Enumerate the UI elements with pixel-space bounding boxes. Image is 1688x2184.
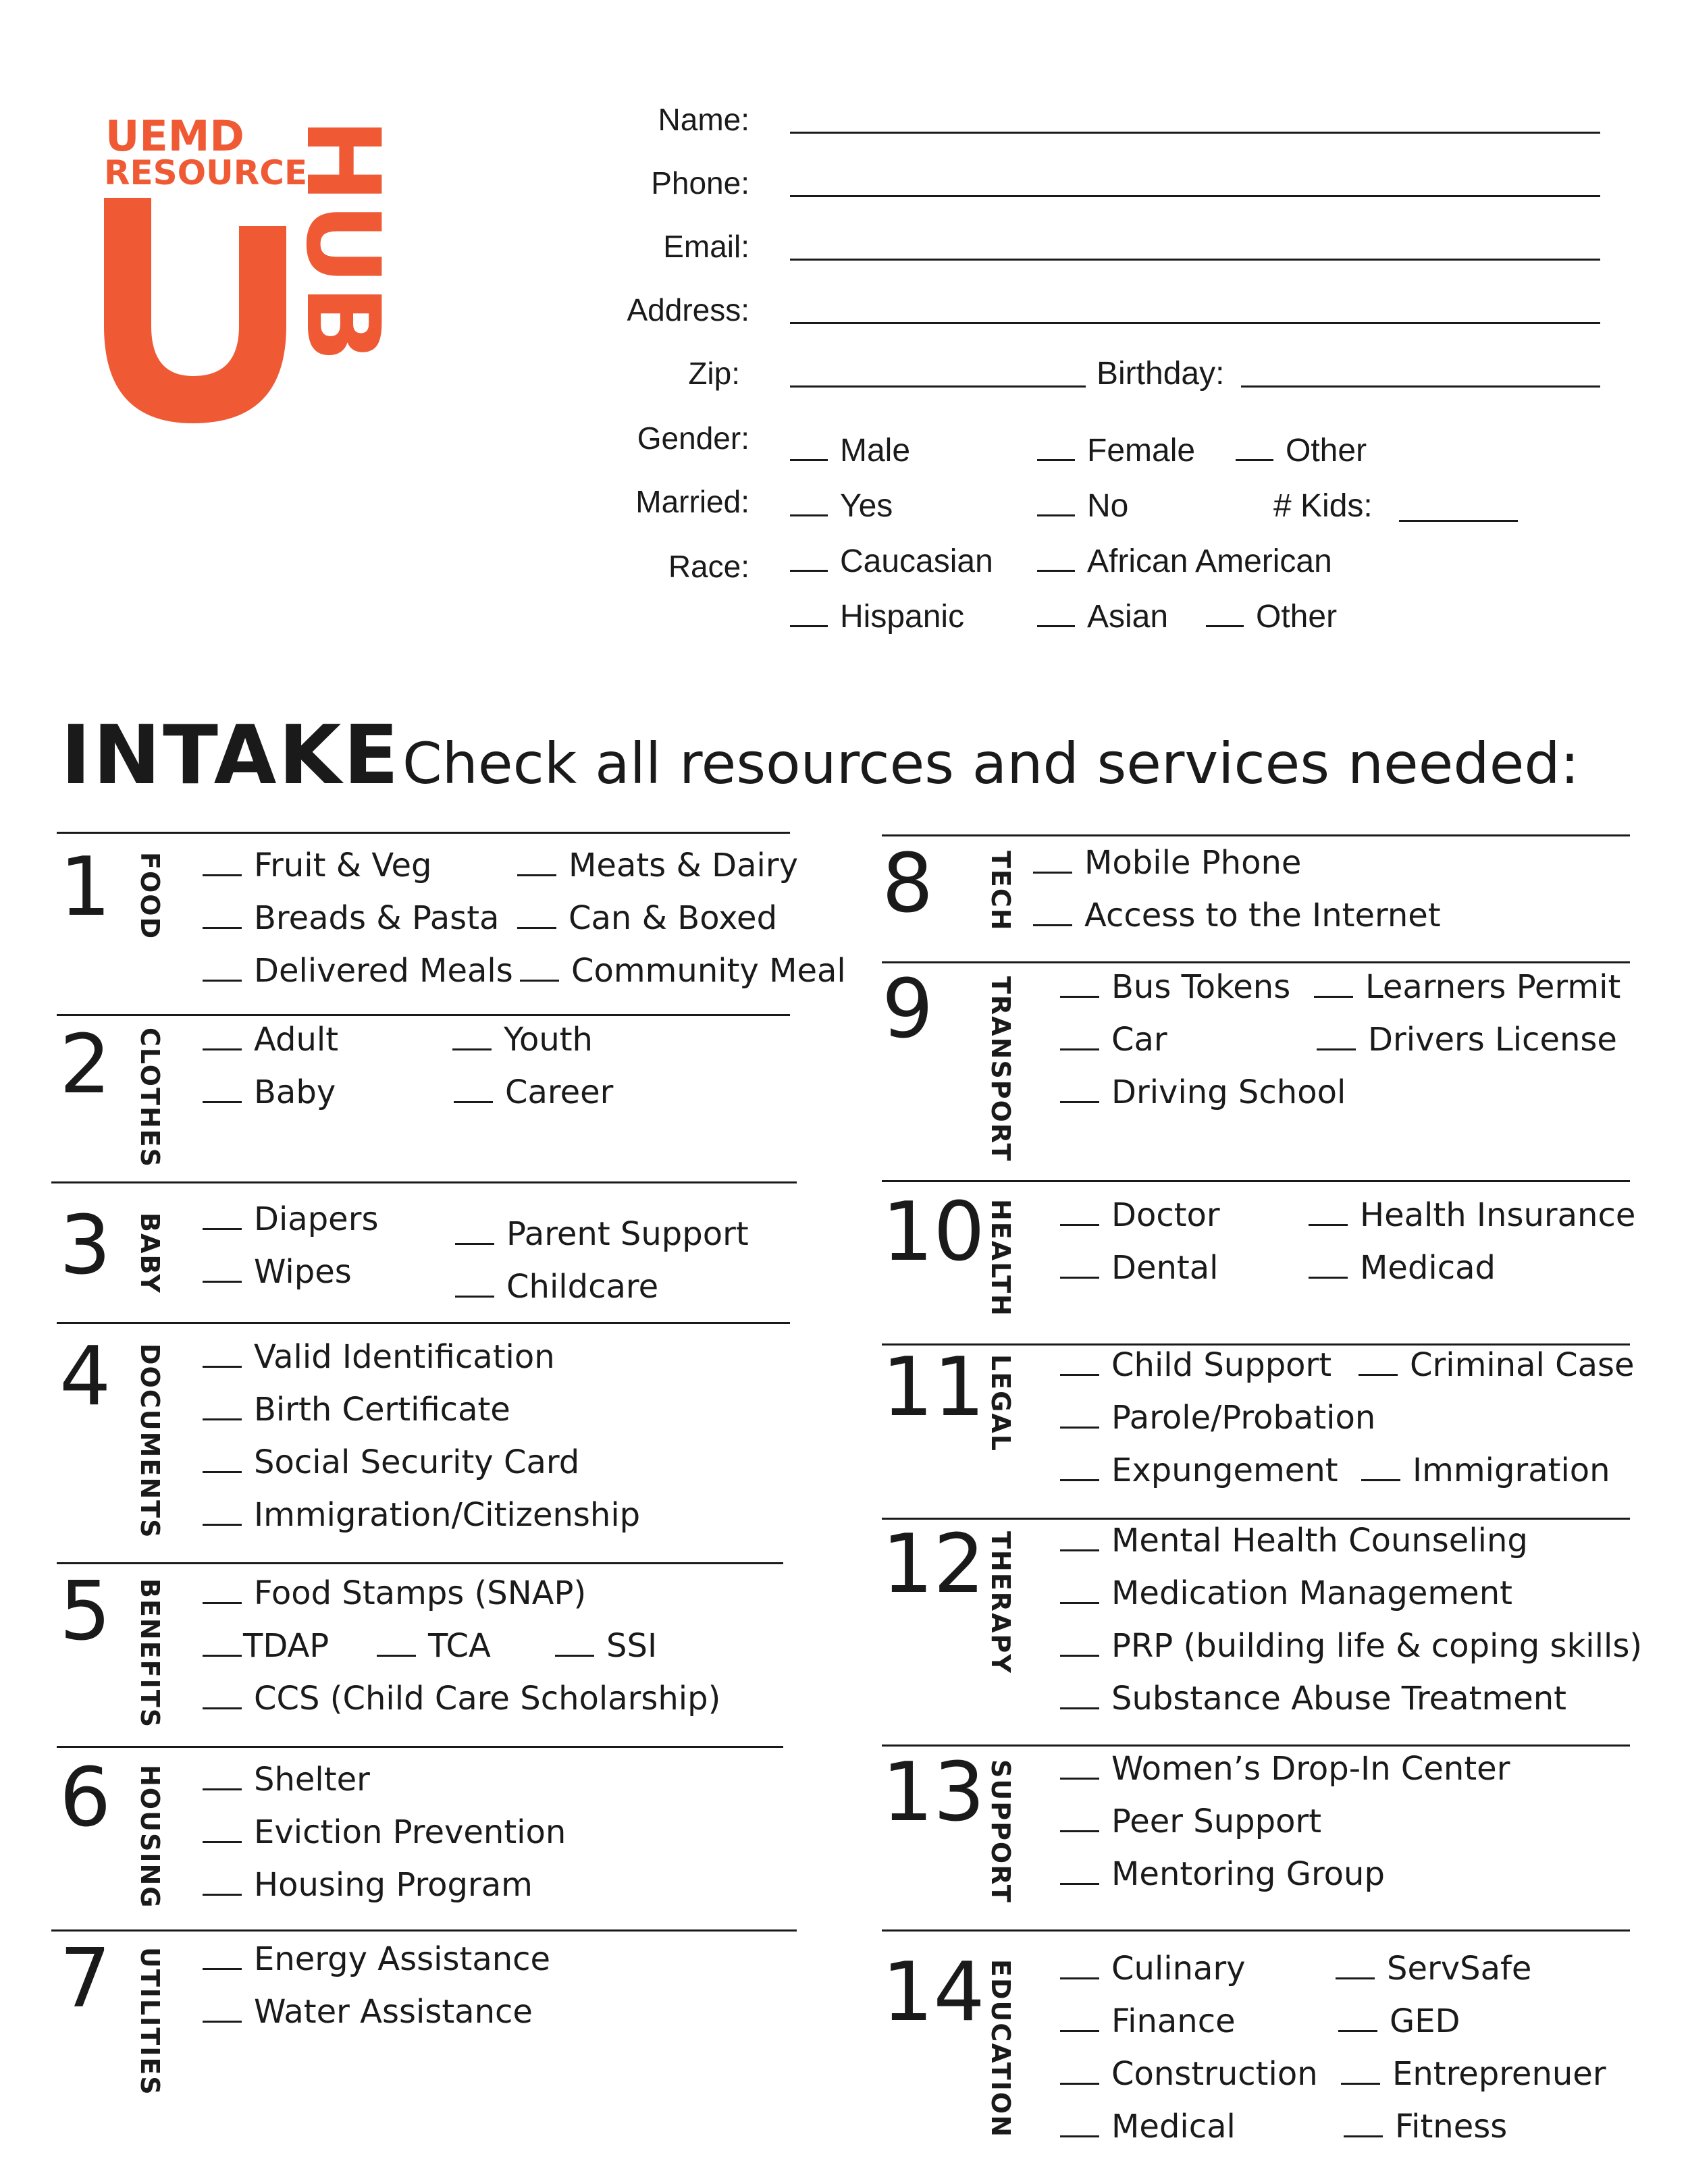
checkbox-item[interactable]: Meats & Dairy [517,847,798,884]
checkbox-item[interactable]: Parole/Probation [1060,1399,1375,1437]
checkbox-blank[interactable] [555,1655,594,1657]
checkbox-blank[interactable] [203,1524,242,1526]
section-divider [882,1744,1630,1747]
checkbox-blank[interactable] [1336,1977,1375,1979]
checkbox-item[interactable]: Learners Permit [1314,968,1620,1006]
checkbox-item[interactable]: Housing Program [203,1866,533,1904]
name-label: Name: [658,102,749,137]
checkbox-blank[interactable] [203,980,242,982]
checkbox-blank[interactable] [1060,1707,1099,1709]
checkbox-item[interactable]: TDAP [203,1627,329,1665]
section-category: EDUCATION [986,1959,1016,2138]
section-category: FOOD [135,852,165,940]
checkbox-blank[interactable] [1060,2083,1099,2085]
checkbox-item[interactable]: Substance Abuse Treatment [1060,1680,1566,1717]
checkbox-blank[interactable] [1341,2083,1380,2085]
checkbox-blank[interactable] [203,2021,242,2023]
checkbox-blank[interactable] [452,1048,492,1050]
section-divider [51,1181,797,1183]
checkbox-blank[interactable] [1037,514,1075,516]
section-divider [57,832,790,834]
checkbox-blank[interactable] [203,1968,242,1970]
section-category: HEALTH [986,1199,1016,1317]
race-option-caucasian[interactable]: Caucasian [790,543,993,580]
checkbox-item[interactable]: Mobile Phone [1033,844,1301,882]
checkbox-blank[interactable] [1060,1883,1099,1885]
section-number: 14 [882,1946,985,2040]
checkbox-item[interactable]: Shelter [203,1761,370,1799]
checkbox-item[interactable]: Social Security Card [203,1443,579,1481]
checkbox-item[interactable]: Delivered Meals [203,952,513,990]
checkbox-blank[interactable] [790,625,828,627]
checkbox-item[interactable]: Access to the Internet [1033,897,1441,934]
checkbox-blank[interactable] [1359,1374,1398,1376]
checkbox-blank[interactable] [1060,1778,1099,1780]
checkbox-item[interactable]: PRP (building life & coping skills) [1060,1627,1642,1665]
checkbox-item[interactable]: Energy Assistance [203,1940,550,1978]
section-number: 4 [59,1330,111,1424]
checkbox-blank[interactable] [203,1841,242,1843]
checkbox-blank[interactable] [203,1894,242,1896]
email-label: Email: [663,229,749,264]
checkbox-blank[interactable] [377,1655,416,1657]
checkbox-item[interactable]: Finance [1060,2002,1236,2040]
section-category: THERAPY [986,1531,1016,1674]
logo-text-uemd: UEMD [105,111,244,161]
checkbox-item[interactable]: GED [1338,2002,1460,2040]
section-category: LEGAL [986,1354,1016,1452]
section-number: 3 [59,1199,111,1293]
checkbox-item[interactable]: Construction [1060,2055,1318,2093]
checkbox-item[interactable]: Fitness [1344,2108,1507,2146]
phone-label: Phone: [651,165,749,201]
married-label: Married: [635,484,749,519]
checkbox-item[interactable]: Birth Certificate [203,1391,510,1429]
checkbox-item[interactable]: Valid Identification [203,1338,555,1376]
section-divider [57,1322,790,1324]
checkbox-blank[interactable] [790,514,828,516]
section-category: SUPPORT [986,1759,1016,1904]
checkbox-item[interactable]: Mental Health Counseling [1060,1522,1528,1560]
checkbox-blank[interactable] [1060,996,1099,998]
gender-label: Gender: [637,421,749,456]
checkbox-item[interactable]: Criminal Case [1359,1346,1635,1384]
checkbox-blank[interactable] [520,980,559,982]
checkbox-blank[interactable] [455,1243,494,1245]
checkbox-item[interactable]: Breads & Pasta [203,899,499,937]
section-number: 1 [59,841,111,934]
checkbox-item[interactable]: Can & Boxed [517,899,777,937]
checkbox-blank[interactable] [203,874,242,876]
checkbox-blank[interactable] [454,1101,493,1103]
section-number: 6 [59,1751,111,1845]
section-number: 12 [882,1518,985,1612]
address-label: Address: [627,292,749,327]
checkbox-item[interactable]: Baby [203,1073,336,1111]
checkbox-blank[interactable] [1033,872,1072,874]
section-category: BABY [135,1213,165,1294]
race-label: Race: [668,549,749,584]
checkbox-blank[interactable] [203,1101,242,1103]
checkbox-blank[interactable] [1060,1602,1099,1604]
section-category: BENEFITS [135,1578,165,1729]
checkbox-item[interactable]: Peer Support [1060,1803,1321,1840]
checkbox-blank[interactable] [1060,2030,1099,2032]
checkbox-blank[interactable] [1338,2030,1377,2032]
section-divider [57,1562,783,1564]
checkbox-blank[interactable] [455,1296,494,1298]
checkbox-blank[interactable] [1033,924,1072,926]
section-number: 13 [882,1746,985,1840]
checkbox-blank[interactable] [1060,1048,1099,1050]
checkbox-item[interactable]: Youth [452,1021,593,1059]
checkbox-blank[interactable] [1060,1479,1099,1481]
checkbox-blank[interactable] [1060,1830,1099,1832]
checkbox-item[interactable]: Parent Support [455,1215,749,1253]
email-field[interactable] [790,259,1600,261]
race-option-other[interactable]: Other [1206,598,1337,635]
name-field[interactable] [790,132,1600,134]
section-category: HOUSING [135,1765,165,1909]
checkbox-item[interactable]: Career [454,1073,613,1111]
section-category: TECH [986,851,1016,932]
section-number: 11 [882,1341,985,1435]
checkbox-blank[interactable] [1317,1048,1356,1050]
checkbox-item[interactable]: Medication Management [1060,1574,1512,1612]
checkbox-item[interactable]: TCA [377,1627,491,1665]
checkbox-item[interactable]: Wipes [203,1253,352,1291]
checkbox-blank[interactable] [1060,1977,1099,1979]
checkbox-item[interactable]: Women’s Drop-In Center [1060,1750,1510,1788]
checkbox-blank[interactable] [1344,2135,1383,2137]
checkbox-item[interactable]: Immigration/Citizenship [203,1496,640,1534]
section-divider [882,1180,1630,1182]
section-number: 2 [59,1018,111,1112]
checkbox-blank[interactable] [1361,1479,1400,1481]
section-category: UTILITIES [135,1947,165,2096]
checkbox-blank[interactable] [1309,1224,1348,1226]
section-divider [57,1014,790,1016]
checkbox-item[interactable]: Expungement [1060,1451,1338,1489]
section-category: DOCUMENTS [135,1343,165,1539]
checkbox-blank[interactable] [1060,1101,1099,1103]
section-divider [882,1518,1630,1520]
race-option-asian[interactable]: Asian [1037,598,1168,635]
checkbox-blank[interactable] [203,1602,242,1604]
checkbox-blank[interactable] [203,1707,242,1709]
checkbox-blank[interactable] [1060,2135,1099,2137]
checkbox-item[interactable]: CCS (Child Care Scholarship) [203,1680,720,1717]
checkbox-blank[interactable] [203,1366,242,1368]
checkbox-item[interactable]: Diapers [203,1200,378,1238]
section-divider [882,1929,1630,1932]
checkbox-blank[interactable] [1060,1549,1099,1551]
checkbox-blank[interactable] [1314,996,1353,998]
section-divider [882,961,1630,963]
checkbox-item[interactable]: Dental [1060,1249,1218,1287]
checkbox-item[interactable]: Culinary [1060,1950,1246,1988]
section-category: TRANSPORT [986,976,1016,1163]
checkbox-item[interactable]: Bus Tokens [1060,968,1290,1006]
checkbox-blank[interactable] [203,1048,242,1050]
checkbox-blank[interactable] [517,927,556,929]
zip-label: Zip: [688,356,740,391]
section-divider [882,834,1630,836]
gender-option-other[interactable]: Other [1236,432,1367,469]
address-field[interactable] [790,322,1600,324]
checkbox-blank[interactable] [790,570,828,572]
checkbox-blank[interactable] [203,1418,242,1420]
checkbox-blank[interactable] [1060,1224,1099,1226]
uemd-resource-hub-logo [101,111,419,429]
checkbox-item[interactable]: Mentoring Group [1060,1855,1385,1893]
section-divider [51,1929,797,1932]
checkbox-blank[interactable] [1037,625,1075,627]
section-number: 5 [59,1565,111,1659]
checkbox-blank[interactable] [203,927,242,929]
birthday-field[interactable] [1241,385,1600,388]
checkbox-item[interactable]: Drivers License [1317,1021,1617,1059]
birthday-label: Birthday: [1097,356,1225,392]
checkbox-blank[interactable] [1060,1374,1099,1376]
checkbox-item[interactable]: Eviction Prevention [203,1813,566,1851]
checkbox-item[interactable]: SSI [555,1627,657,1665]
checkbox-item[interactable]: Driving School [1060,1073,1346,1111]
section-divider [882,1343,1630,1346]
checkbox-blank[interactable] [203,1228,242,1230]
zip-field[interactable] [790,385,1086,388]
checkbox-item[interactable]: Fruit & Veg [203,847,431,884]
checkbox-blank[interactable] [203,1655,242,1657]
race-option-hispanic[interactable]: Hispanic [790,598,964,635]
gender-option-male[interactable]: Male [790,432,910,469]
kids-label: # Kids: [1273,488,1373,524]
checkbox-item[interactable]: ServSafe [1336,1950,1531,1988]
married-option-no[interactable]: No [1037,487,1128,525]
intake-subtitle: Check all resources and services needed: [402,730,1580,797]
checkbox-item[interactable]: Car [1060,1021,1167,1059]
section-number: 9 [882,963,934,1057]
checkbox-blank[interactable] [1037,570,1075,572]
phone-field[interactable] [790,195,1600,197]
checkbox-blank[interactable] [203,1788,242,1790]
checkbox-item[interactable]: Water Assistance [203,1993,533,2031]
checkbox-item[interactable]: Medicad [1309,1249,1496,1287]
checkbox-item[interactable]: Child Support [1060,1346,1331,1384]
checkbox-item[interactable]: Community Meal [520,952,846,990]
checkbox-blank[interactable] [1309,1277,1348,1279]
section-number: 7 [59,1932,111,2026]
checkbox-blank[interactable] [1060,1427,1099,1429]
section-divider [57,1746,783,1748]
logo-hand-icon [159,198,230,372]
checkbox-item[interactable]: Medical [1060,2108,1236,2146]
kids-field[interactable] [1399,520,1518,522]
checkbox-blank[interactable] [203,1471,242,1473]
checkbox-blank[interactable] [1236,459,1273,461]
checkbox-item[interactable]: Childcare [455,1268,658,1306]
intake-title: INTAKE [61,709,401,803]
checkbox-item[interactable]: Immigration [1361,1451,1610,1489]
checkbox-blank[interactable] [203,1281,242,1283]
checkbox-blank[interactable] [1060,1277,1099,1279]
checkbox-item[interactable]: Health Insurance [1309,1196,1635,1234]
section-category: CLOTHES [135,1028,165,1169]
checkbox-blank[interactable] [1206,625,1244,627]
checkbox-item[interactable]: Doctor [1060,1196,1220,1234]
checkbox-item[interactable]: Food Stamps (SNAP) [203,1574,586,1612]
checkbox-item[interactable]: Adult [203,1021,338,1059]
married-option-yes[interactable]: Yes [790,487,893,525]
section-number: 10 [882,1186,985,1279]
checkbox-blank[interactable] [1060,1655,1099,1657]
section-number: 8 [882,837,934,931]
checkbox-blank[interactable] [790,459,828,461]
checkbox-blank[interactable] [1037,459,1075,461]
checkbox-blank[interactable] [517,874,556,876]
race-option-african-american[interactable]: African American [1037,543,1332,580]
checkbox-item[interactable]: Entreprenuer [1341,2055,1606,2093]
logo-text-resource: RESOURCE [104,153,308,192]
gender-option-female[interactable]: Female [1037,432,1195,469]
logo-text-hub: HUB [284,118,401,363]
